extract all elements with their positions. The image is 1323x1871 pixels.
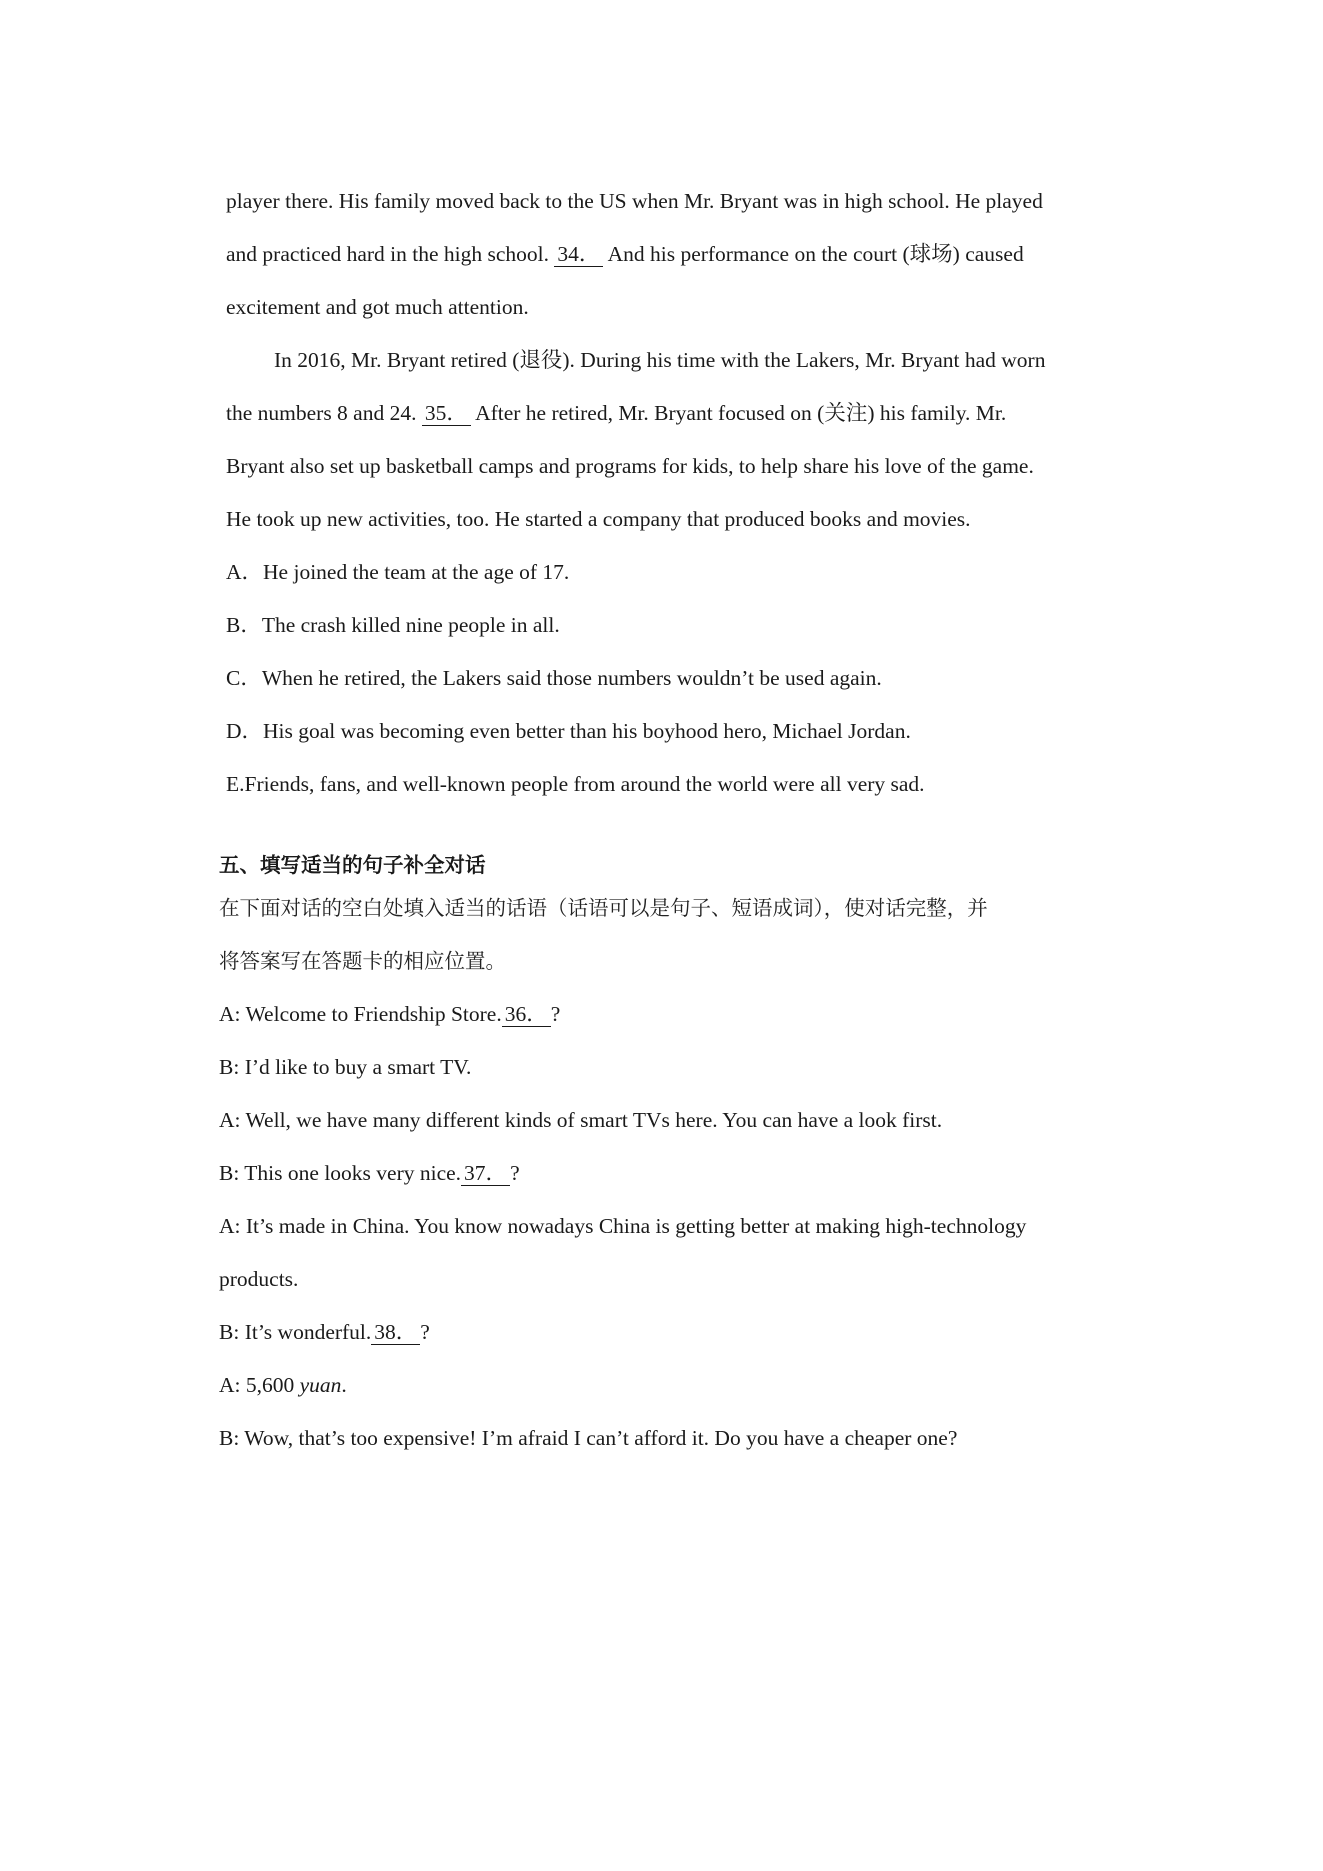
passage-text: the numbers 8 and 24. (226, 401, 422, 425)
passage-line-2 (226, 240, 1024, 268)
dialogue-text: B: It’s wonderful. (219, 1320, 372, 1344)
section-instruction-line-1: 在下面对话的空白处填入适当的话语（话语可以是句子、短语成词），使对话完整，并 (219, 896, 988, 920)
dialogue-line-6: products. (219, 1267, 299, 1291)
answer-blank-35[interactable]: 35． (422, 401, 471, 426)
option-e: E.Friends, fans, and well-known people from around the world were all very sad. (226, 772, 925, 796)
passage-line-6: Bryant also set up basketball camps and programs for kids, to help share his love of the game. (226, 454, 1034, 478)
dialogue-text: ? (420, 1320, 430, 1344)
dialogue-text: ? (550, 1002, 561, 1026)
dialogue-text: A: Welcome to Friendship Store. (219, 1002, 502, 1026)
dialogue-line-1 (219, 1000, 560, 1028)
dialogue-line-8 (219, 1371, 347, 1399)
passage-line-5 (226, 399, 1006, 427)
dialogue-line-2: B: I’d like to buy a smart TV. (219, 1055, 472, 1079)
answer-blank-38[interactable]: 38． (371, 1320, 420, 1345)
dialogue-line-4 (219, 1159, 520, 1187)
answer-blank-34[interactable]: 34． (554, 242, 603, 267)
answer-blank-37[interactable]: 37． (461, 1161, 510, 1186)
passage-line-1: player there. His family moved back to the US when Mr. Bryant was in high school. He played (226, 189, 1043, 213)
passage-paragraph-start: In 2016, Mr. Bryant retired (退役). During his time with the Lakers, Mr. Bryant had worn (274, 348, 1046, 372)
option-a: A．He joined the team at the age of 17. (226, 560, 570, 584)
dialogue-text: A: 5,600 (219, 1373, 300, 1397)
dialogue-text: B: This one looks very nice. (219, 1161, 462, 1185)
passage-text: and practiced hard in the high school. (226, 242, 555, 266)
section-heading: 五、填写适当的句子补全对话 (219, 853, 486, 877)
section-instruction-line-2: 将答案写在答题卡的相应位置。 (219, 949, 506, 973)
option-b: B．The crash killed nine people in all. (226, 613, 560, 637)
dialogue-text: ? (510, 1161, 520, 1185)
dialogue-text: . (341, 1373, 347, 1397)
option-d: D．His goal was becoming even better than his boyhood hero, Michael Jordan. (226, 719, 911, 743)
dialogue-italic-currency: yuan (299, 1373, 342, 1397)
passage-text: After he retired, Mr. Bryant focused on (关注) his family. Mr. (470, 401, 1007, 425)
dialogue-line-3: A: Well, we have many different kinds of smart TVs here. You can have a look first. (219, 1108, 943, 1132)
dialogue-line-9: B: Wow, that’s too expensive! I’m afraid I can’t afford it. Do you have a cheaper one? (219, 1426, 958, 1450)
passage-text: And his performance on the court (球场) caused (603, 242, 1024, 266)
passage-line-7: He took up new activities, too. He started a company that produced books and movies. (226, 507, 971, 531)
dialogue-line-7 (219, 1318, 430, 1346)
answer-blank-36[interactable]: 36． (502, 1002, 551, 1027)
option-c: C．When he retired, the Lakers said those numbers wouldn’t be used again. (226, 666, 882, 690)
dialogue-line-5: A: It’s made in China. You know nowadays China is getting better at making high-technology (219, 1214, 1027, 1238)
passage-line-3: excitement and got much attention. (226, 295, 529, 319)
